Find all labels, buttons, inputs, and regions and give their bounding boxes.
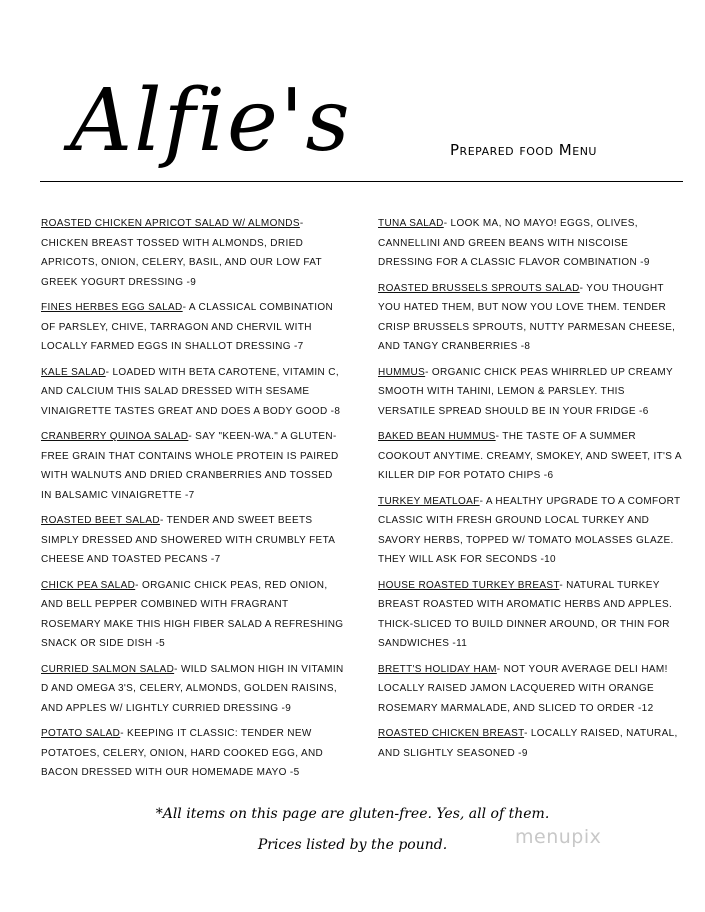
menu-item-name: CHICK PEA SALAD	[41, 579, 136, 591]
menu-item-name: HOUSE ROASTED TURKEY BREAST	[378, 579, 560, 591]
menu-item-name: FINES HERBES EGG SALAD	[41, 302, 183, 313]
menu-item	[41, 511, 346, 570]
menu-item	[378, 279, 683, 357]
menu-item-name: TUNA SALAD	[378, 218, 444, 229]
menu-item-name: ROASTED BRUSSELS SPROUTS SALAD	[378, 282, 580, 294]
menu-item-description: - LOOK MA, NO MAYO! EGGS, OLIVES, CANNELLINI AND GREEN BEANS WITH NISCOISE DRESSING FOR A CLASSIC FLAVOR COMBINATION -9	[378, 218, 650, 268]
menu-item	[41, 724, 346, 783]
gluten-free-note: *All items on this page are gluten-free. Yes, all of them.	[155, 806, 550, 822]
menu-item	[41, 214, 346, 292]
menu-item-description: - LOADED WITH BETA CAROTENE, VITAMIN C, AND CALCIUM THIS SALAD DRESSED WITH SESAME VINAIGRETTE TASTES GREAT AND DOES A BODY GOOD -8	[41, 366, 341, 417]
pricing-note: Prices listed by the pound.	[257, 837, 448, 853]
menu-item-name: POTATO SALAD	[41, 728, 121, 739]
menu-item	[378, 363, 683, 422]
menu-item-description: - A CLASSICAL COMBINATION OF PARSLEY, CHIVE, TARRAGON AND CHERVIL WITH LOCALLY FARMED EGGS IN SHALLOT DRESSING -7	[41, 302, 334, 352]
menu-item	[378, 427, 683, 486]
menu-subtitle: Prepared food Menu	[450, 141, 597, 159]
menu-item-name: TURKEY MEATLOAF	[378, 495, 480, 507]
restaurant-logo: Alfie's	[70, 71, 352, 171]
menu-item	[41, 298, 346, 357]
menu-item-name: BRETT'S HOLIDAY HAM	[378, 663, 497, 675]
menu-item	[41, 427, 346, 505]
menu-item-name: CRANBERRY QUINOA SALAD	[41, 431, 189, 442]
menu-item	[378, 576, 683, 654]
left-menu-column	[41, 214, 346, 789]
menu-item-description: - LOCALLY RAISED, NATURAL, AND SLIGHTLY SEASONED -9	[378, 728, 678, 759]
menu-item-name: BAKED BEAN HUMMUS	[378, 431, 496, 442]
menu-item	[41, 660, 346, 719]
menu-item-description: - NATURAL TURKEY BREAST ROASTED WITH AROMATIC HERBS AND APPLES. THICK-SLICED TO BUILD DINNER AROUND, OR THIN FOR SANDWICHES -11	[378, 579, 673, 649]
menu-item-description: - SAY "KEEN-WA." A GLUTEN-FREE GRAIN THAT CONTAINS WHOLE PROTEIN IS PAIRED WITH WALNUTS AND DRIED CRANBERRIES AND TOSSED IN BALSAMIC VINAIGRETTE -7	[41, 431, 339, 501]
menu-item	[41, 576, 346, 654]
watermark: menupix	[515, 826, 602, 848]
menu-item	[378, 724, 683, 763]
right-menu-column	[378, 214, 683, 769]
menu-item	[378, 492, 683, 570]
menu-item-name: ROASTED CHICKEN APRICOT SALAD W/ ALMONDS	[41, 218, 300, 229]
menu-item-name: ROASTED BEET SALAD	[41, 515, 160, 526]
menu-item	[378, 660, 683, 719]
menu-item-description: - CHICKEN BREAST TOSSED WITH ALMONDS, DRIED APRICOTS, ONION, CELERY, BASIL, AND OUR LOW FAT GREEK YOGURT DRESSING -9	[41, 218, 322, 288]
menu-item-description: - NOT YOUR AVERAGE DELI HAM! LOCALLY RAISED JAMON LACQUERED WITH ORANGE ROSEMARY MARMALADE, AND SLICED TO ORDER -12	[378, 663, 668, 714]
menu-item-name: HUMMUS	[378, 366, 426, 378]
menu-item-description: - YOU THOUGHT YOU HATED THEM, BUT NOW YOU LOVE THEM. TENDER CRISP BRUSSELS SPROUTS, NUTTY PARMESAN CHEESE, AND TANGY CRANBERRIES -8	[378, 282, 676, 352]
menu-item-description: - A HEALTHY UPGRADE TO A COMFORT CLASSIC WITH FRESH GROUND LOCAL TURKEY AND SAVORY HERBS, TOPPED W/ TOMATO MOLASSES GLAZE. THEY WILL ASK FOR SECONDS -10	[378, 495, 681, 565]
menu-item-description: - TENDER AND SWEET BEETS SIMPLY DRESSED AND SHOWERED WITH CRUMBLY FETA CHEESE AND TOASTED PECANS -7	[41, 515, 335, 565]
menu-item	[41, 363, 346, 422]
menu-item-description: - KEEPING IT CLASSIC: TENDER NEW POTATOES, CELERY, ONION, HARD COOKED EGG, AND BACON DRESSED WITH OUR HOMEMADE MAYO -5	[41, 728, 324, 778]
menu-item-description: - ORGANIC CHICK PEAS, RED ONION, AND BELL PEPPER COMBINED WITH FRAGRANT ROSEMARY MAKE THIS HIGH FIBER SALAD A REFRESHING SNACK OR SIDE DISH -5	[41, 579, 344, 649]
menu-item-description: - ORGANIC CHICK PEAS WHIRRLED UP CREAMY SMOOTH WITH TAHINI, LEMON & PARSLEY. THIS VERSATILE SPREAD SHOULD BE IN YOUR FRIDGE -6	[378, 366, 673, 417]
menu-item-name: CURRIED SALMON SALAD	[41, 663, 175, 675]
menu-item-name: KALE SALAD	[41, 366, 106, 378]
header-divider	[40, 181, 683, 182]
menu-item-description: - WILD SALMON HIGH IN VITAMIN D AND OMEGA 3'S, CELERY, ALMONDS, GOLDEN RAISINS, AND APPLES W/ LIGHTLY CURRIED DRESSING -9	[41, 663, 344, 714]
menu-item-name: ROASTED CHICKEN BREAST	[378, 728, 525, 739]
menu-item	[378, 214, 683, 273]
menu-item-description: - THE TASTE OF A SUMMER COOKOUT ANYTIME. CREAMY, SMOKEY, AND SWEET, IT'S A KILLER DIP FOR POTATO CHIPS -6	[378, 431, 682, 481]
